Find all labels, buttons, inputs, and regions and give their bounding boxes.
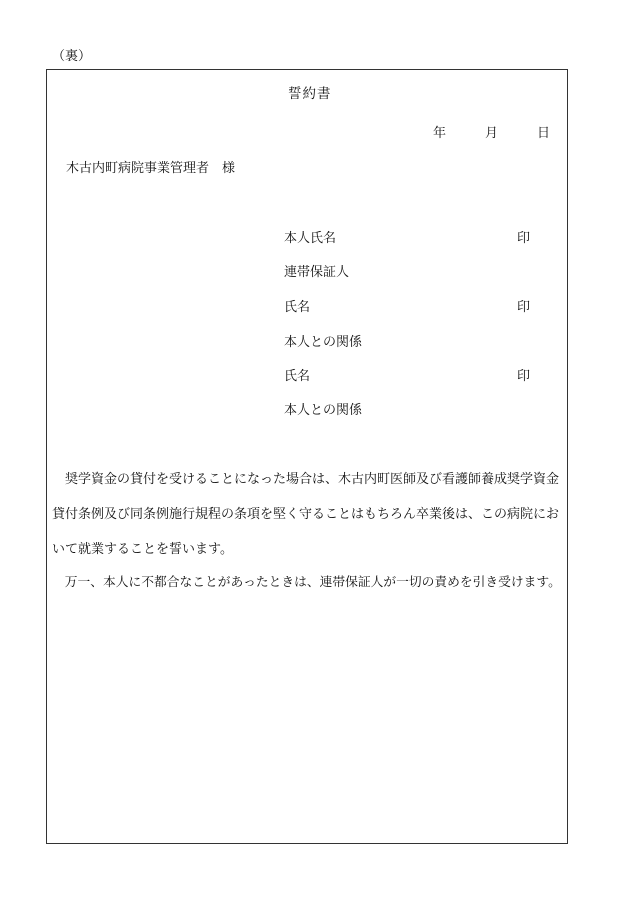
- pledge-paragraph-line: 奨学資金の貸付を受けることになった場合は、木古内町医師及び看護師養成奨学資金: [52, 472, 560, 487]
- back-side-label: （裏）: [52, 49, 92, 64]
- self-seal-mark: 印: [517, 231, 531, 246]
- guarantor1-relation-label: 本人との関係: [284, 335, 363, 350]
- guarantor-heading: 連帯保証人: [284, 265, 350, 280]
- self-name-label: 本人氏名: [284, 231, 337, 246]
- guarantor2-relation-label: 本人との関係: [284, 403, 363, 418]
- date-year-label: 年: [433, 126, 447, 141]
- pledge-paragraph-line: 貸付条例及び同条例施行規程の条項を堅く守ることはもちろん卒業後は、この病院にお: [52, 507, 560, 522]
- guarantor2-seal-mark: 印: [517, 369, 531, 384]
- page-title: 誓約書: [288, 86, 332, 102]
- pledge-paragraph-line: いて就業することを誓います。: [52, 542, 233, 557]
- guarantor1-name-label: 氏名: [284, 300, 311, 315]
- guarantor1-seal-mark: 印: [517, 300, 531, 315]
- pledge-form-frame: [46, 69, 568, 844]
- date-month-label: 月: [485, 126, 499, 141]
- date-day-label: 日: [537, 126, 551, 141]
- liability-paragraph-line: 万一、本人に不都合なことがあったときは、連帯保証人が一切の責めを引き受けます。: [52, 575, 561, 590]
- guarantor2-name-label: 氏名: [284, 369, 311, 384]
- addressee: 木古内町病院事業管理者 様: [66, 161, 236, 176]
